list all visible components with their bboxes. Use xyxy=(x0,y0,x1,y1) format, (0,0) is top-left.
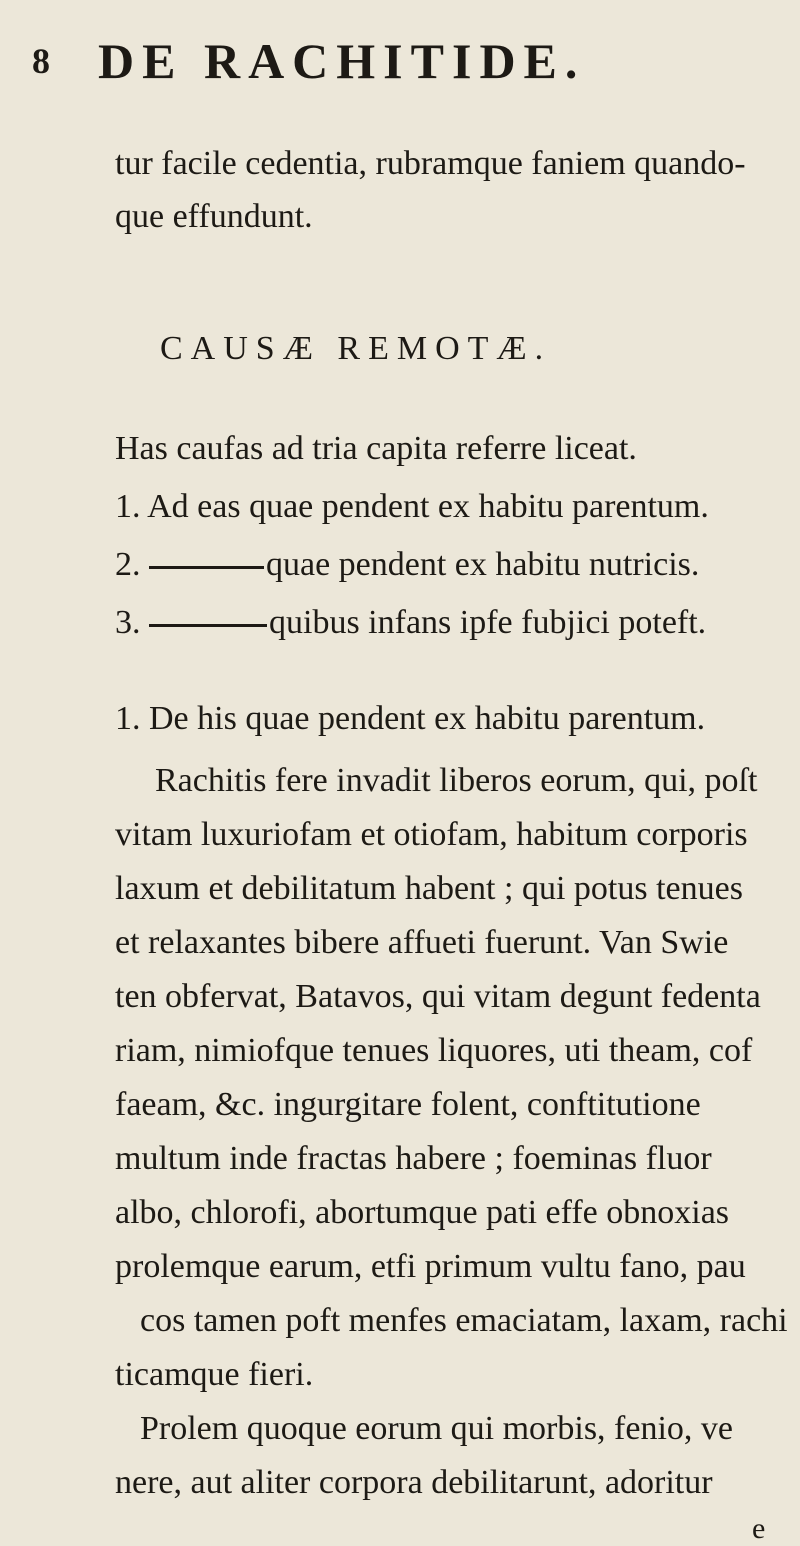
intro-line-2: que effundunt. xyxy=(115,198,313,235)
ditto-dash xyxy=(149,566,264,569)
intro-line-1: tur facile cedentia, rubramque faniem quando- xyxy=(115,145,746,182)
body-line: multum inde fractas habere ; foeminas fluor xyxy=(115,1140,712,1177)
body-line: Prolem quoque eorum qui morbis, fenio, ve xyxy=(140,1410,734,1447)
list-number-2: 2. xyxy=(115,546,141,583)
body-line: riam, nimiofque tenues liquores, uti theam, cof xyxy=(115,1032,753,1069)
list-item-1 xyxy=(115,488,709,526)
body-line: Rachitis fere invadit liberos eorum, qui, poſt xyxy=(155,762,758,799)
list-item-2 xyxy=(115,546,699,584)
body-line: laxum et debilitatum habent ; qui potus tenues xyxy=(115,870,743,907)
page-header xyxy=(32,28,760,89)
list-item-1-text: 1. Ad eas quae pendent ex habitu parentum. xyxy=(115,488,709,525)
list-item-2-text: quae pendent ex habitu nutricis. xyxy=(266,546,700,583)
intro-sentence: Has caufas ad tria capita referre liceat. xyxy=(115,430,637,467)
body-line: faeam, &c. ingurgitare folent, conftitutione xyxy=(115,1086,701,1123)
section-title: CAUSÆ REMOTÆ. xyxy=(160,330,552,367)
body-line: nere, aut aliter corpora debilitarunt, adoritur xyxy=(115,1464,713,1501)
body-line: vitam luxuriofam et otiofam, habitum corporis xyxy=(115,816,748,853)
body-line: et relaxantes bibere affueti fuerunt. Van Swie xyxy=(115,924,729,961)
list-number-3: 3. xyxy=(115,604,141,641)
body-line: albo, chlorofi, abortumque pati effe obnoxias xyxy=(115,1194,730,1231)
list-item-3 xyxy=(115,604,706,642)
body-line: ticamque fieri. xyxy=(115,1356,314,1393)
ditto-dash xyxy=(149,624,267,627)
page-number: 8 xyxy=(32,41,50,81)
catchword: e xyxy=(752,1512,766,1545)
list-item-3-text: quibus infans ipfe fubjici poteft. xyxy=(269,604,707,641)
running-title: DE RACHITIDE. xyxy=(98,33,586,89)
body-line: ten obfervat, Batavos, qui vitam degunt fedenta xyxy=(115,978,761,1015)
body-line: prolemque earum, etfi primum vultu fano, pau xyxy=(115,1248,746,1285)
subheading: 1. De his quae pendent ex habitu parentum. xyxy=(115,700,706,737)
body-line: cos tamen poft menfes emaciatam, laxam, rachi xyxy=(140,1302,788,1339)
